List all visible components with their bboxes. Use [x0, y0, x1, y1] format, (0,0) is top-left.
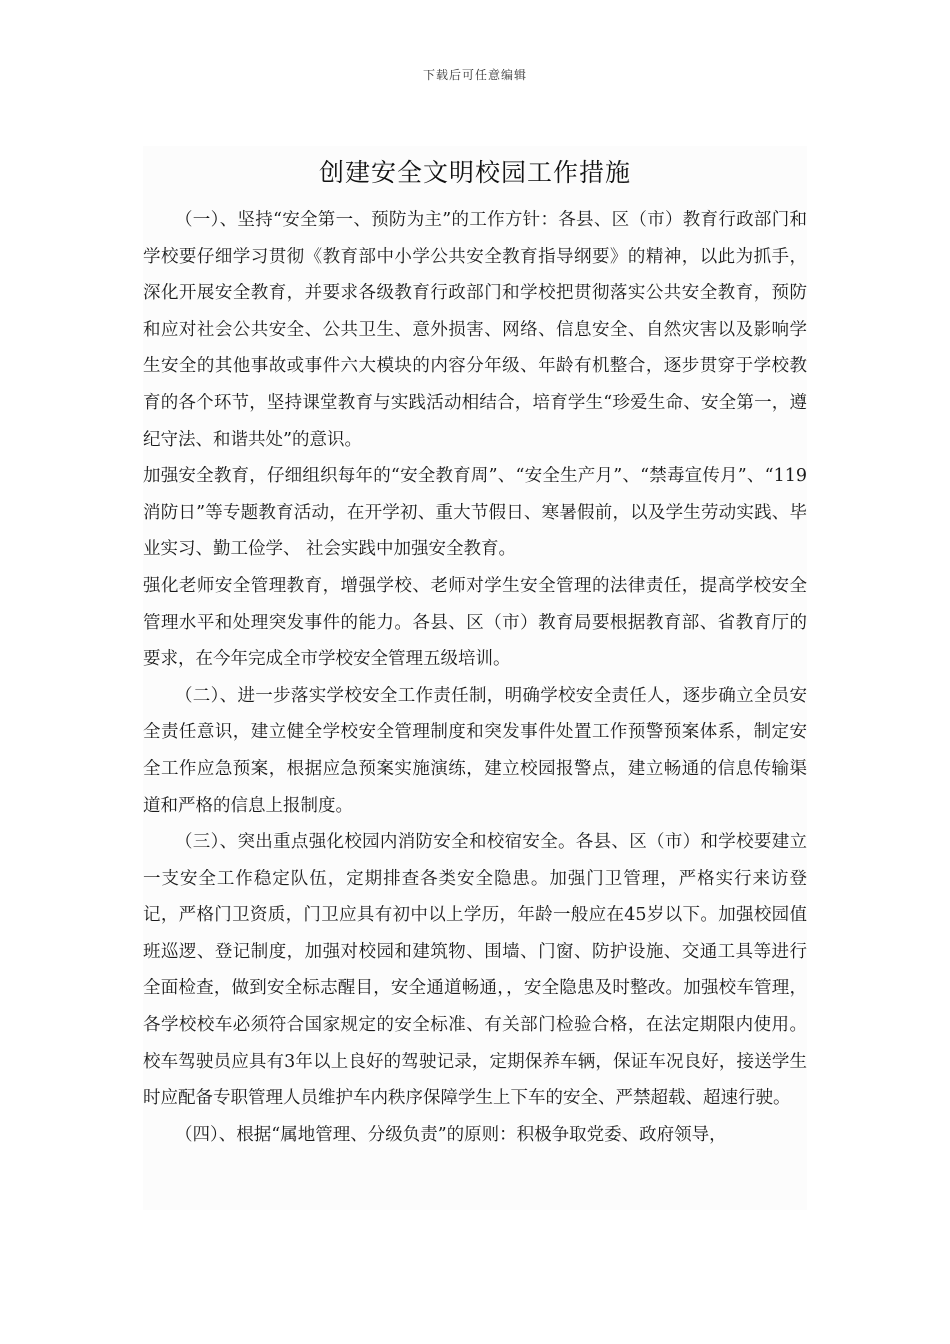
paragraph-4: （二）、进一步落实学校安全工作责任制，明确学校安全责任人，逐步确立全员安全责任意识，建立健全学校安全管理制度和突发事件处置工作预警预案体系，制定安全工作应急预案，根据应急预案实施演练，建立校园报警点，建立畅通的信息传输渠道和严格的信息上报制度。 — [143, 685, 807, 816]
paragraph-5: （三）、突出重点强化校园内消防安全和校宿安全。各县、区（市）和学校要建立一支安全工作稳定队伍，定期排查各类安全隐患。加强门卫管理，严格实行来访登记，严格门卫资质，门卫应具有初中以上学历，年龄一般应在45岁以下。加强校园值班巡逻、登记制度，加强对校园和建筑物、围墙、门窗、防护设施、交通工具等进行全面检查，做到安全标志醒目，安全通道畅通，，安全隐患及时整改。加强校车管理，各学校校车必须符合国家规定的安全标准、有关部门检验合格，在法定期限内使用。校车驾驶员应具有3年以上良好的驾驶记录，定期保养车辆，保证车况良好，接送学生时应配备专职管理人员维护车内秩序保障学生上下车的安全、严禁超载、超速行驶。 — [143, 832, 807, 1109]
paragraph-6: （四）、根据“属地管理、分级负责”的原则：积极争取党委、政府领导， — [175, 1124, 727, 1145]
document-body — [143, 146, 807, 1210]
document-title: 创建安全文明校园工作措施 — [318, 158, 631, 187]
paragraph-2: 加强安全教育，仔细组织每年的“安全教育周”、“安全生产月”、“禁毒宣传月”、“119消防日”等专题教育活动，在开学初、重大节假日、寒暑假前，以及学生劳动实践、毕业实习、勤工俭学、 社会实践中加强安全教育。 — [143, 466, 807, 560]
paragraph-1: （一）、坚持“安全第一、预防为主”的工作方针：各县、区（市）教育行政部门和学校要仔细学习贯彻《教育部中小学公共安全教育指导纲要》的精神，以此为抓手，深化开展安全教育，并要求各级教育行政部门和学校把贯彻落实公共安全教育，预防和应对社会公共安全、公共卫生、意外损害、网络、信息安全、自然灾害以及影响学生安全的其他事故或事件六大模块的内容分年级、年龄有机整合，逐步贯穿于学校教育的各个环节，坚持课堂教育与实践活动相结合，培育学生“珍爱生命、安全第一，遵纪守法、和谐共处”的意识。 — [143, 210, 807, 450]
page-header-note: 下载后可任意编辑 — [422, 68, 527, 82]
paragraph-3: 强化老师安全管理教育，增强学校、老师对学生安全管理的法律责任，提高学校安全管理水平和处理突发事件的能力。各县、区（市）教育局要根据教育部、省教育厅的要求，在今年完成全市学校安全管理五级培训。 — [143, 575, 807, 670]
